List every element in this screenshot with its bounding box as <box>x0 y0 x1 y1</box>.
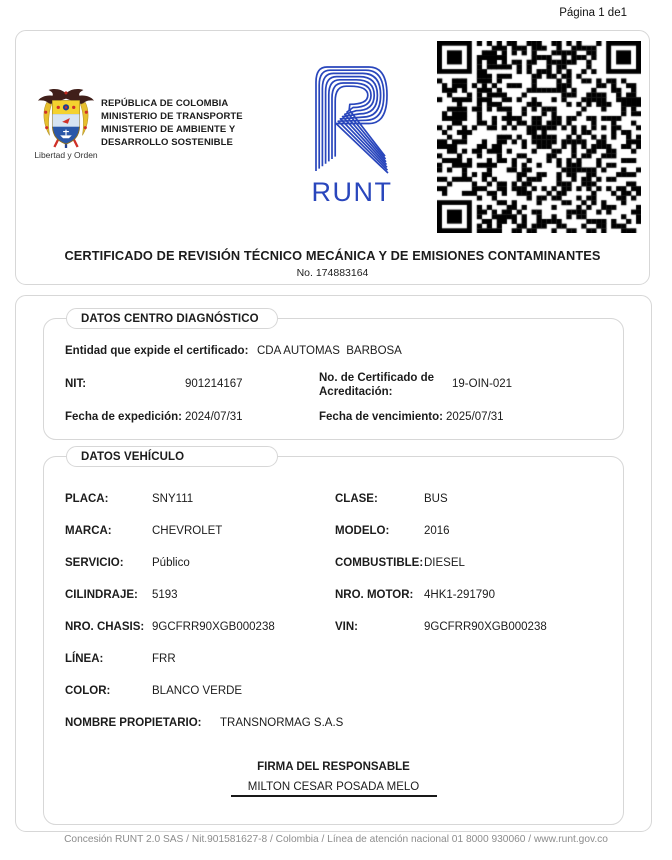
section-title-vehiculo: DATOS VEHÍCULO <box>66 446 278 467</box>
field-label: NIT: <box>65 378 87 390</box>
ministry-line: MINISTERIO DE AMBIENTE Y <box>101 124 236 135</box>
body-card <box>15 295 652 832</box>
signature-title: FIRMA DEL RESPONSABLE <box>257 761 410 773</box>
field-value: 19-OIN-021 <box>452 378 513 390</box>
signature-line <box>231 795 437 797</box>
field-label: COLOR: <box>65 685 111 697</box>
ministry-line: MINISTERIO DE TRANSPORTE <box>101 111 243 122</box>
field-label: NRO. CHASIS: <box>65 621 145 633</box>
certificate-number: No. 174883164 <box>296 267 369 279</box>
field-label: CLASE: <box>335 493 378 505</box>
signature-block <box>44 761 623 797</box>
ministry-text <box>101 97 243 149</box>
coat-of-arms-caption: Libertad y Orden <box>34 150 98 160</box>
field-row-marca-modelo <box>44 525 623 538</box>
field-label: NRO. MOTOR: <box>335 589 414 601</box>
certificate-title: CERTIFICADO DE REVISIÓN TÉCNICO MECÁNICA Y DE EMISIONES CONTAMINANTES <box>64 248 601 263</box>
field-label: PLACA: <box>65 493 109 505</box>
field-label: LÍNEA: <box>65 653 104 665</box>
field-label: MODELO: <box>335 525 390 537</box>
header-card <box>15 30 650 285</box>
field-value: 5193 <box>152 589 178 601</box>
field-value: 9GCFRR90XGB000238 <box>152 621 275 633</box>
field-value: FRR <box>152 653 176 665</box>
field-row-propietario <box>44 717 623 730</box>
field-value: BLANCO VERDE <box>152 685 243 697</box>
field-label: COMBUSTIBLE: <box>335 557 424 569</box>
field-value: Público <box>152 557 190 569</box>
runt-wordmark: RUNT <box>311 177 393 207</box>
field-label: Fecha de vencimiento: <box>319 411 443 423</box>
signature-name: MILTON CESAR POSADA MELO <box>247 781 420 793</box>
ministry-line: DESARROLLO SOSTENIBLE <box>101 137 233 148</box>
field-row-linea <box>44 653 623 666</box>
field-label: Fecha de expedición: <box>65 411 182 423</box>
field-label: MARCA: <box>65 525 112 537</box>
field-label: Entidad que expide el certificado: <box>65 345 249 357</box>
field-row-placa-clase <box>44 493 623 506</box>
coat-of-arms <box>34 87 98 160</box>
field-row-entidad <box>44 345 623 358</box>
field-value: CHEVROLET <box>152 525 223 537</box>
field-value: DIESEL <box>424 557 465 569</box>
field-value: BUS <box>424 493 448 505</box>
field-label: CILINDRAJE: <box>65 589 138 601</box>
field-row-nit-acreditacion <box>44 371 623 399</box>
colombia-coat-of-arms-icon <box>37 87 95 149</box>
field-value: CDA AUTOMAS BARBOSA <box>257 345 402 357</box>
field-value: 901214167 <box>185 378 243 390</box>
field-value: 2016 <box>424 525 450 537</box>
ministry-line: REPÚBLICA DE COLOMBIA <box>101 98 229 109</box>
field-label: NOMBRE PROPIETARIO: <box>65 717 202 729</box>
page-number: Página 1 de1 <box>559 7 627 19</box>
field-row-fechas <box>44 411 623 424</box>
section-title-centro: DATOS CENTRO DIAGNÓSTICO <box>66 308 278 329</box>
runt-r-icon <box>314 65 390 175</box>
field-row-color <box>44 685 623 698</box>
field-value: 2025/07/31 <box>446 411 504 423</box>
runt-logo <box>304 65 400 208</box>
section-centro-diagnostico <box>43 313 624 440</box>
field-value: SNY111 <box>152 493 194 505</box>
footer-text: Concesión RUNT 2.0 SAS / Nit.901581627-8 / Colombia / Línea de atención nacional 01 8000 930060 / www.runt.gov.co <box>64 834 608 845</box>
field-label: VIN: <box>335 621 358 633</box>
field-row-cilindraje-motor <box>44 589 623 602</box>
field-label: SERVICIO: <box>65 557 124 569</box>
field-row-chasis-vin <box>44 621 623 634</box>
field-value: 2024/07/31 <box>185 411 243 423</box>
field-value: 4HK1-291790 <box>424 589 495 601</box>
field-label: No. de Certificado de Acreditación: <box>319 372 435 398</box>
field-row-servicio-combustible <box>44 557 623 570</box>
section-vehiculo <box>43 451 624 825</box>
field-value: TRANSNORMAG S.A.S <box>220 717 344 729</box>
field-value: 9GCFRR90XGB000238 <box>424 621 547 633</box>
qr-code <box>437 41 641 233</box>
